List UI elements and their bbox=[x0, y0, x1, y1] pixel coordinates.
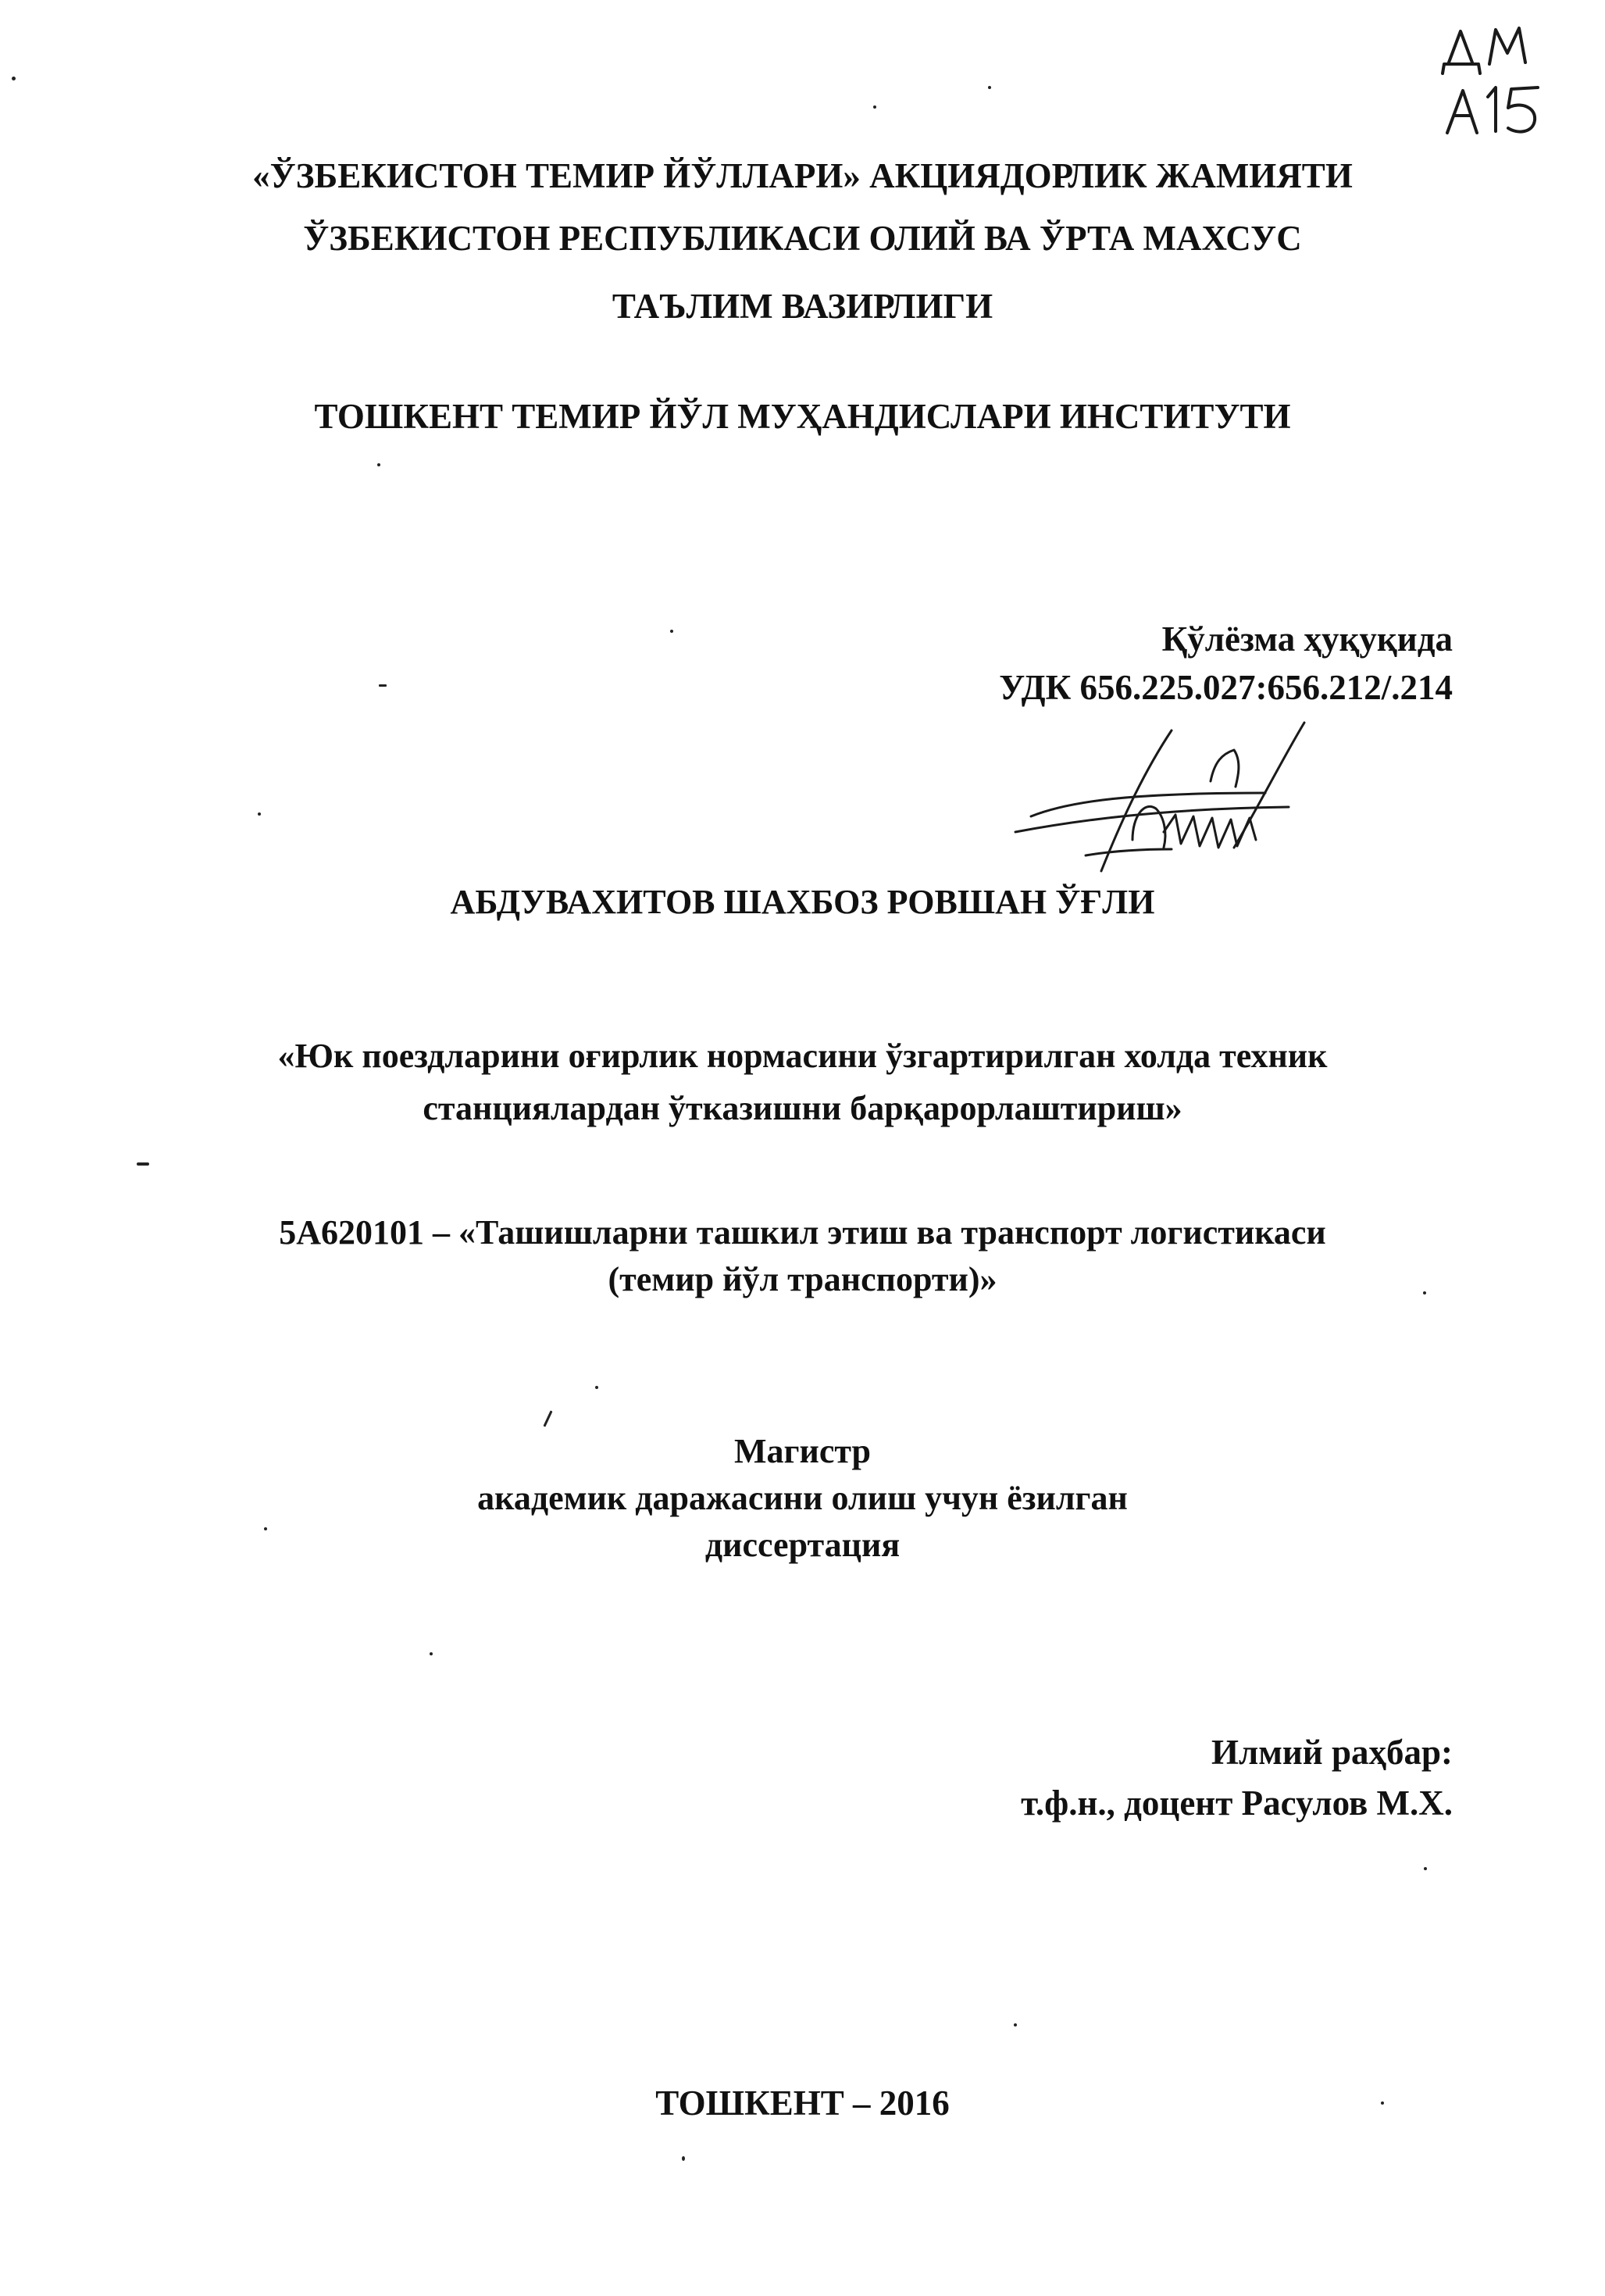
degree-line-2: академик даражасини олиш учун ёзилган bbox=[477, 1479, 1128, 1517]
handwritten-archive-code bbox=[1433, 16, 1550, 141]
supervisor-label: Илмий раҳбар: bbox=[1211, 1733, 1453, 1772]
scan-speck bbox=[379, 684, 387, 687]
degree-line-1: Магистр bbox=[733, 1432, 871, 1470]
udc-code: УДК 656.225.027:656.212/.214 bbox=[999, 668, 1453, 707]
author-name: АБДУВАХИТОВ ШАХБОЗ РОВШАН ЎҒЛИ bbox=[450, 883, 1155, 921]
supervisor-name: т.ф.н., доцент Расулов М.Х. bbox=[1021, 1784, 1453, 1823]
scan-speck bbox=[873, 105, 876, 109]
scan-speck bbox=[264, 1527, 267, 1530]
scan-speck bbox=[1014, 2023, 1017, 2026]
scan-speck bbox=[258, 812, 261, 816]
specialty-line-2: (темир йўл транспорти)» bbox=[608, 1260, 997, 1298]
scan-speck bbox=[988, 86, 991, 89]
scan-speck bbox=[543, 1410, 552, 1427]
scan-speck bbox=[12, 77, 16, 80]
signature bbox=[1008, 715, 1336, 894]
scan-speck bbox=[595, 1386, 598, 1389]
scan-speck bbox=[430, 1652, 433, 1655]
org-line-3: ТАЪЛИМ ВАЗИРЛИГИ bbox=[612, 287, 993, 326]
scan-speck bbox=[1381, 2101, 1384, 2105]
thesis-title-line-2: станциялардан ўтказишни барқарорлаштириш» bbox=[423, 1089, 1182, 1127]
org-line-1: «ЎЗБЕКИСТОН ТЕМИР ЙЎЛЛАРИ» АКЦИЯДОРЛИК ЖАМИЯТИ bbox=[252, 156, 1353, 195]
scan-speck bbox=[682, 2156, 685, 2161]
degree-line-3: диссертация bbox=[704, 1526, 901, 1564]
scan-speck bbox=[1424, 1867, 1427, 1870]
institute-name: ТОШКЕНТ ТЕМИР ЙЎЛ МУҲАНДИСЛАРИ ИНСТИТУТИ bbox=[314, 397, 1291, 436]
specialty-line-1: 5А620101 – «Ташишларни ташкил этиш ва транспорт логистикаси bbox=[279, 1213, 1326, 1252]
scan-speck bbox=[377, 463, 380, 466]
city-year: ТОШКЕНТ – 2016 bbox=[655, 2084, 950, 2123]
manuscript-rights: Қўлёзма ҳуқуқида bbox=[1161, 620, 1453, 659]
scan-speck bbox=[670, 630, 673, 633]
scan-speck bbox=[137, 1162, 149, 1166]
org-line-2: ЎЗБЕКИСТОН РЕСПУБЛИКАСИ ОЛИЙ ВА ЎРТА МАХСУС bbox=[303, 219, 1302, 258]
scan-speck bbox=[1423, 1291, 1426, 1294]
thesis-title-line-1: «Юк поездларини оғирлик нормасини ўзгартирилган холда техник bbox=[277, 1037, 1328, 1075]
